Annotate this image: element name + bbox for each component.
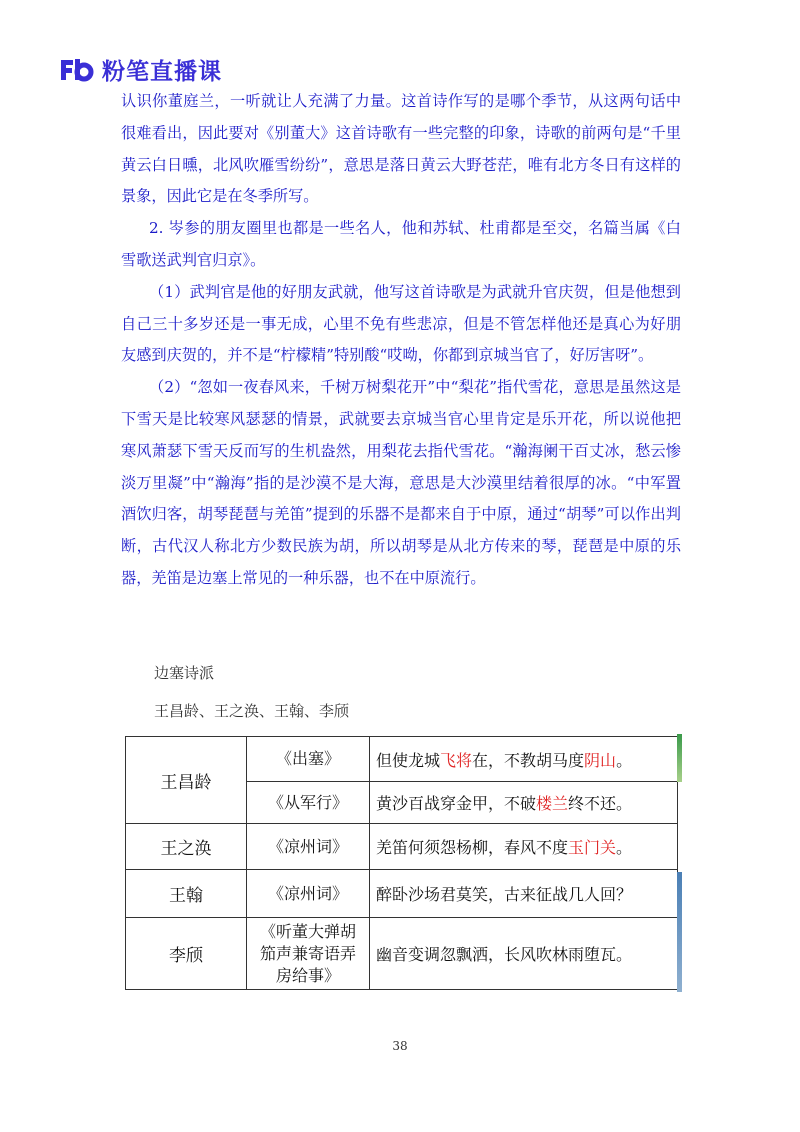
table-row — [126, 918, 678, 990]
verse-cell: 醉卧沙场君莫笑，古来征战几人回？ — [370, 870, 678, 918]
fb-logo-icon — [58, 57, 94, 83]
poet-cell: 王翰 — [126, 870, 247, 918]
highlight-text: 阴山 — [584, 750, 617, 770]
paragraph-point-1: （1）武判官是他的好朋友武就，他写这首诗歌是为武就升官庆贺，但是他想到自己三十多岁还是一事无成，心里不免有些悲凉，但是不管怎样他还是真心为好朋友感到庆贺的，并不是“柠檬精”特别酸“哎呦，你都到京城当官了，好厉害呀”。 — [121, 282, 681, 365]
verse-cell: 羌笛何须怨杨柳，春风不度玉门关。 — [370, 824, 678, 870]
highlight-text: 玉门关 — [568, 838, 617, 857]
verse-cell: 但使龙城飞将在，不教胡马度阴山。 — [370, 737, 678, 782]
highlight-text: 飞将 — [440, 750, 473, 770]
poet-cell: 李颀 — [126, 918, 247, 990]
brand-logo — [58, 53, 222, 86]
section-title: 边塞诗派 — [154, 664, 215, 682]
work-cell: 《从军行》 — [247, 782, 370, 824]
paragraph-cen-shen: 2. 岑参的朋友圈里也都是一些名人，他和苏轼、杜甫都是至交，名篇当属《白雪歌送武判官归京》。 — [121, 219, 681, 269]
frontier-poets-table — [125, 736, 678, 990]
article-body — [121, 86, 681, 595]
edge-strip-bottom — [677, 872, 682, 992]
highlight-text: 楼兰 — [536, 794, 569, 813]
work-cell: 《听董大弹胡 笳声兼寄语弄 房给事》 — [247, 918, 370, 990]
table-row — [126, 870, 678, 918]
work-cell: 《出塞》 — [247, 737, 370, 782]
table-row — [126, 824, 678, 870]
edge-strip-top — [677, 734, 682, 782]
page-number: 38 — [392, 1039, 408, 1053]
table-row — [126, 737, 678, 782]
work-cell: 《凉州词》 — [247, 824, 370, 870]
verse-cell: 幽音变调忽飘洒，长风吹林雨堕瓦。 — [370, 918, 678, 990]
poets-list: 王昌龄、王之涣、王翰、李颀 — [154, 702, 350, 720]
poet-cell: 王昌龄 — [126, 737, 247, 824]
paragraph-dong-da: 认识你董庭兰，一听就让人充满了力量。这首诗作写的是哪个季节，从这两句话中很难看出，因此要对《别董大》这首诗歌有一些完整的印象，诗歌的前两句是“千里黄云白日曛，北风吹雁雪纷纷”，意思是落日黄云大野苍茫，唯有北方冬日有这样的景象，因此它是在冬季所写。 — [121, 92, 681, 206]
poet-cell: 王之涣 — [126, 824, 247, 870]
paragraph-point-2: （2）“忽如一夜春风来，千树万树梨花开”中“梨花”指代雪花，意思是虽然这是下雪天是比较寒风瑟瑟的情景，武就要去京城当官心里肯定是乐开花，所以说他把寒风萧瑟下雪天反而写的生机盎然，用梨花去指代雪花。“瀚海阑干百丈冰，愁云惨淡万里凝”中“瀚海”指的是沙漠不是大海，意思是大沙漠里结着很厚的冰。“中军置酒饮归客，胡琴琵琶与羌笛”提到的乐器不是都来自于中原，通过“胡琴”可以作出判断，古代汉人称北方少数民族为胡，所以胡琴是从北方传来的琴，琵琶是中原的乐器，羌笛是边塞上常见的一种乐器，也不在中原流行。 — [121, 378, 681, 587]
brand-name: 粉笔直播课 — [102, 59, 222, 85]
work-cell: 《凉州词》 — [247, 870, 370, 918]
verse-cell: 黄沙百战穿金甲，不破楼兰终不还。 — [370, 782, 678, 824]
